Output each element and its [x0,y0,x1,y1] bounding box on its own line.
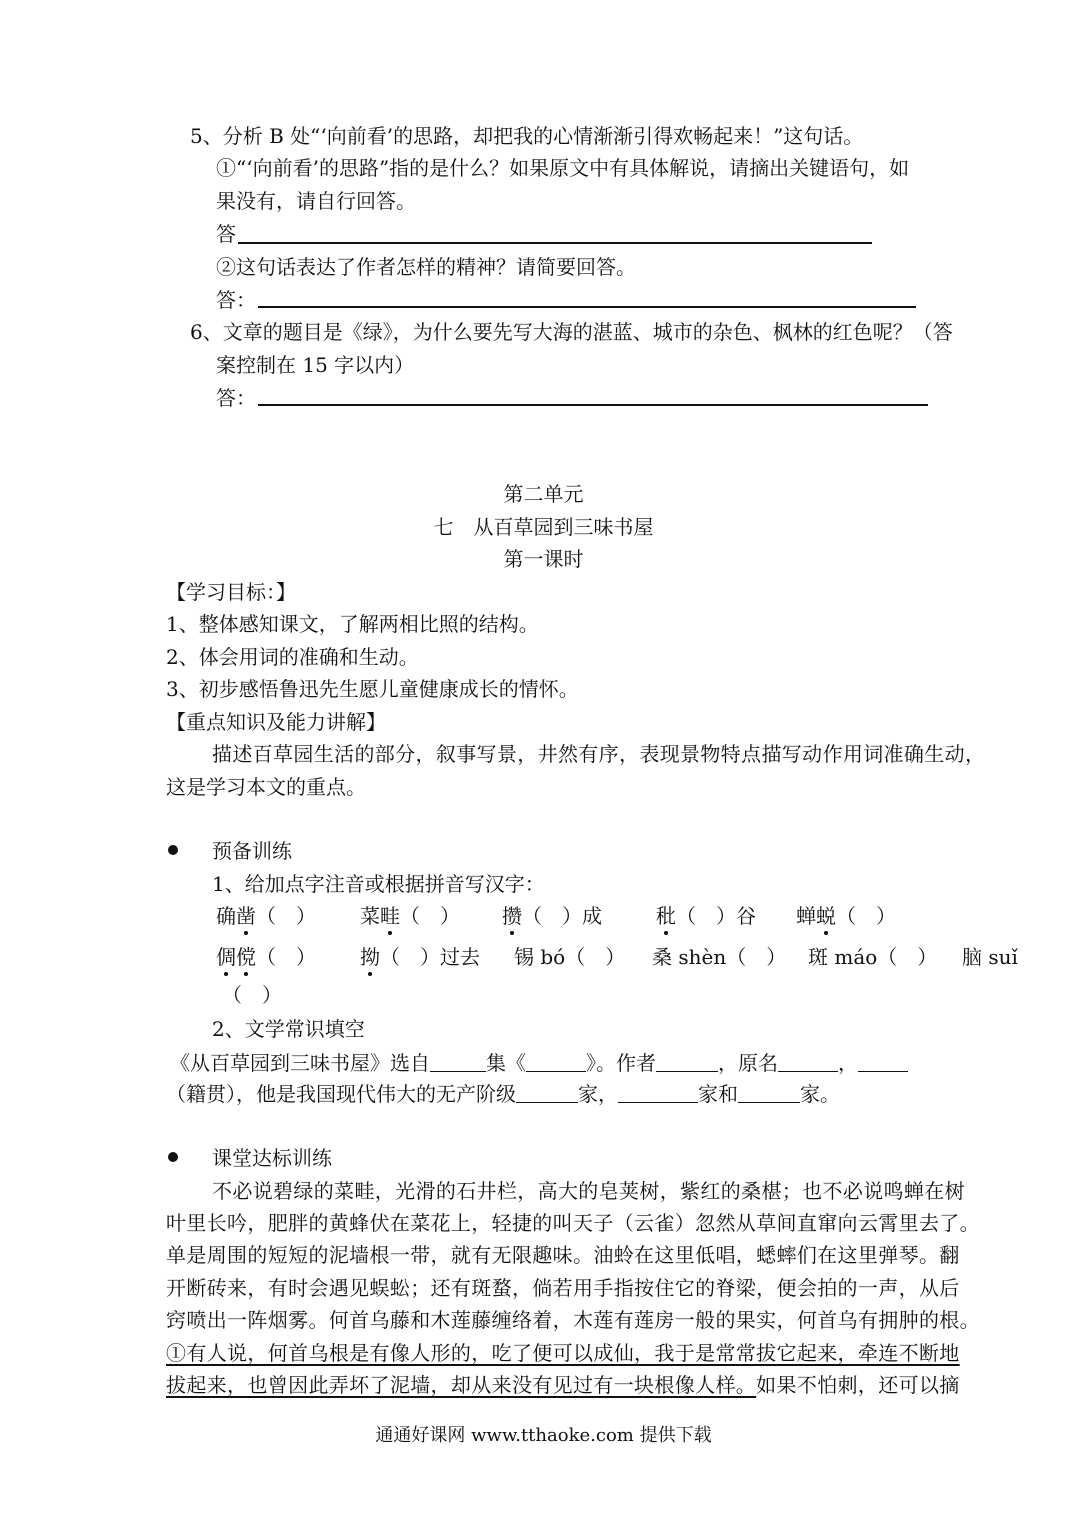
pinyin-item: 拗（ ）过去 [360,945,480,969]
prep-q1: 1、给加点字注音或根据拼音写汉字： [212,872,545,896]
key-line-2: 这是学习本文的重点。 [166,775,366,799]
prep-title: 预备训练 [212,839,292,863]
pinyin-item: 菜畦（ ） [360,904,460,928]
passage-line-5: 窍喷出一阵烟雾。何首乌藤和木莲藤缠络着，木莲有莲房一般的果实，何首乌有拥肿的根。 [166,1308,980,1332]
class-title: 课堂达标训练 [212,1146,332,1170]
q6-answer-line[interactable] [258,404,928,406]
fill-line-1: 《从百草园到三味书屋》选自 集《 》。作者 ，原名 ， [170,1050,1020,1076]
q6-line1: 6、文章的题目是《绿》，为什么要先写大海的湛蓝、城市的杂色、枫林的红色呢？（答 [190,320,953,344]
q5-answer-a-line[interactable] [238,242,872,244]
pinyin-item: 秕（ ）谷 [656,904,756,928]
key-line-1: 描述百草园生活的部分，叙事写景，井然有序，表现景物特点描写动作用词准确生动， [212,742,986,766]
passage-line-2: 叶里长吟，肥胖的黄蜂伏在菜花上，轻捷的叫天子（云雀）忽然从草间直窜向云霄里去了。 [166,1211,980,1235]
q5-sub1-line2: 果没有，请自行回答。 [216,189,416,213]
passage-line-6-underlined: ①有人说，何首乌根是有像人形的，吃了便可以成仙，我于是常常拔它起来，牵连不断地 [166,1341,960,1365]
pinyin-item: 锡 bó（ ） [514,945,626,969]
pinyin-item: 桑 shèn（ ） [652,945,787,969]
underlined-sentence: 拔起来，也曾因此弄坏了泥墙，却从来没有见过有一块根像人样。 [166,1373,757,1397]
pinyin-item: 攒（ ）成 [502,904,602,928]
pinyin-item-overflow: （ ） [222,983,282,1007]
bullet-icon [168,1152,178,1162]
goal-item-1: 1、整体感知课文，了解两相比照的结构。 [166,612,539,636]
q5-title: 5、分析 B 处“‘向前看’的思路，却把我的心情渐渐引得欢畅起来！”这句话。 [190,124,864,148]
pinyin-item: 斑 máo（ ） [808,945,938,969]
pinyin-item: 蝉蜕（ ） [796,904,896,928]
q6-answer-label: 答： [216,386,256,410]
pinyin-item: 倜傥（ ） [216,945,316,969]
lesson-title: 七 从百草园到三味书屋 [433,515,654,539]
q5-answer-b-label: 答： [216,288,256,312]
q5-answer-a-label: 答 [216,222,236,246]
pinyin-item: 确凿（ ） [216,904,316,928]
passage-line-1: 不必说碧绿的菜畦，光滑的石井栏，高大的皂荚树，紫红的桑椹；也不必说鸣蝉在树 [212,1179,965,1203]
blank-field[interactable] [430,1051,486,1072]
blank-field[interactable] [778,1051,838,1072]
prep-q2: 2、文学常识填空 [212,1017,365,1041]
goal-item-2: 2、体会用词的准确和生动。 [166,645,419,669]
passage-line-4: 开断砖来，有时会遇见蜈蚣；还有斑蝥，倘若用手指按住它的脊梁，便会拍的一声，从后 [166,1276,960,1300]
blank-field[interactable] [516,1082,578,1103]
blank-field[interactable] [858,1051,908,1072]
q6-line2: 案控制在 15 字以内） [216,353,415,377]
goals-label: 【学习目标：】 [166,580,296,604]
passage-line-7: 拔起来，也曾因此弄坏了泥墙，却从来没有见过有一块根像人样。如果不怕刺，还可以摘 [166,1373,960,1397]
goal-item-3: 3、初步感悟鲁迅先生愿儿童健康成长的情怀。 [166,677,579,701]
page-footer: 通通好课网 www.tthaoke.com 提供下载 [375,1425,712,1446]
q5-sub1-line1: ①“‘向前看’的思路”指的是什么？如果原文中有具体解说，请摘出关键语句，如 [216,156,910,180]
blank-field[interactable] [618,1082,698,1103]
pinyin-item: 脑 suǐ [962,945,1018,969]
passage-line-3: 单是周围的短短的泥墙根一带，就有无限趣味。油蛉在这里低唱，蟋蟀们在这里弹琴。翻 [166,1243,960,1267]
blank-field[interactable] [738,1082,800,1103]
blank-field[interactable] [526,1051,586,1072]
bullet-icon [168,845,178,855]
q5-answer-b-line[interactable] [258,306,916,308]
blank-field[interactable] [656,1051,718,1072]
fill-line-2: （籍贯），他是我国现代伟大的无产阶级 家， 家和 家。 [166,1082,840,1106]
q5-sub2: ②这句话表达了作者怎样的精神？请简要回答。 [216,255,636,279]
period-heading: 第一课时 [503,547,584,571]
unit-heading: 第二单元 [503,482,584,506]
key-label: 【重点知识及能力讲解】 [166,710,386,734]
